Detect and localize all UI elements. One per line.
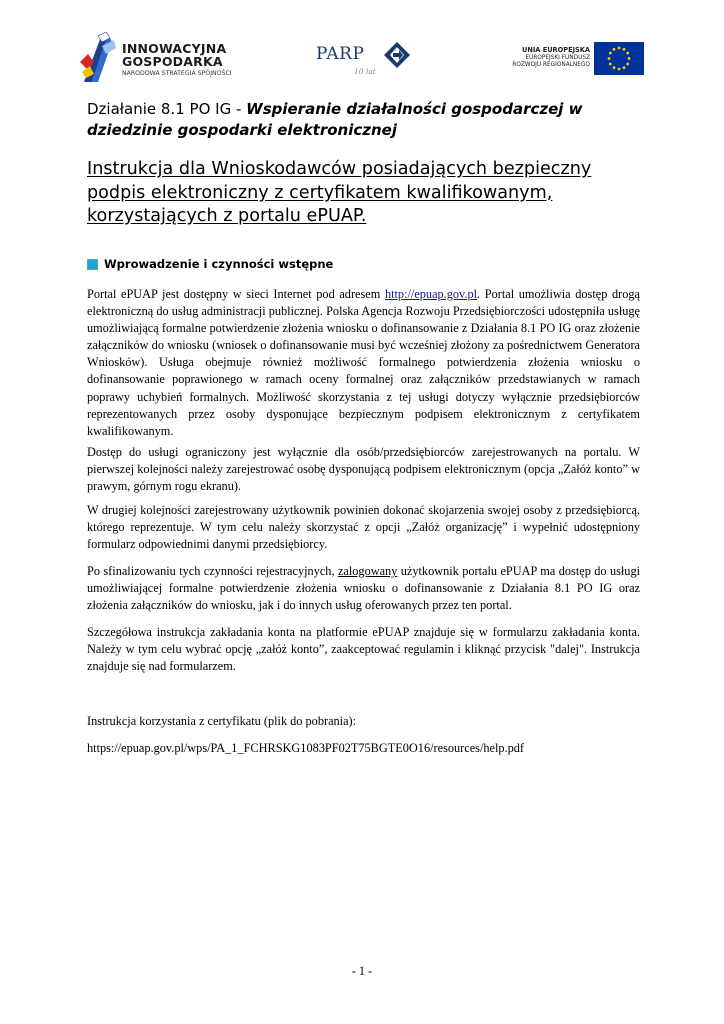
parp-logo-years: 10 lat [354,67,376,76]
logo-line-1: INNOWACYJNA [122,41,227,56]
help-pdf-url[interactable]: https://epuap.gov.pl/wps/PA_1_FCHRSKG1083PF02T75BGTE0O16/resources/help.pdf [87,741,525,755]
paragraph-finalization-text-2: użytkownik portalu ePUAP ma dostęp do usługi umożliwiającej formalne potwierdzenie złożenia wniosku o dofinansowanie z Działania 8.1 PO IG oraz złożenia załączników do wniosku, jak i do innych usług oferowanych przez ten portal. [87,564,641,613]
innovative-economy-logo [80,32,240,84]
parp-arrows-icon [384,42,410,68]
paragraph-intro [87,286,640,440]
paragraph-finalization [87,563,640,614]
eu-logo-line-3: ROZWOJU REGIONALNEGO [512,62,590,68]
parp-logo [314,38,414,80]
main-title: Instrukcja dla Wnioskodawców posiadających bezpieczny podpis elektroniczny z certyfikatem kwalifikowanym, korzystających z portalu ePUAP. [87,159,592,226]
action-title-emphasis: Wspieranie działalności gospodarczej w dziedzinie gospodarki elektronicznej [87,100,583,139]
eu-logo [506,42,646,76]
paragraph-finalization-text-1: Po sfinalizowaniu tych czynności rejestracyjnych, [87,564,338,578]
action-title [87,99,640,141]
eu-flag-icon [594,42,644,75]
epuap-link[interactable]: http://epuap.gov.pl [384,287,478,301]
logged-in-underlined: zalogowany [337,564,398,578]
paragraph-detailed-instruction: Szczegółowa instrukcja zakładania konta na platformie ePUAP znajduje się w formularzu zakładania konta. Należy w tym celu wybrać opcję „załóż konto”, zaakceptować regulamin i kliknąć przycisk "dalej". Instrukcja znajduje się nad formularzem. [87,625,640,674]
logo-line-2: GOSPODARKA [122,54,223,69]
parp-logo-name: PARP [316,44,365,64]
section-heading [87,257,640,271]
paragraph-access: Dostęp do usługi ograniczony jest wyłącznie dla osób/przedsiębiorców zarejestrowanych na portalu. W pierwszej kolejności należy zarejestrować osobę dysponującą podpisem elektronicznym (opcja „Załóż konto” w prawym, górnym rogu ekranu). [87,445,640,494]
paragraph-intro-text-2: . Portal umożliwia dostęp drogą elektroniczną do usług administracji publicznej. Polska Agencja Rozwoju Przedsiębiorczości udostępniła usługę umożliwiającą formalne potwierdzenie złożenia wniosku o dofinansowanie z Działania 8.1 PO IG oraz złożenie załączników do wniosku (wniosek o dofinansowanie musi być wcześniej złożony za pośrednictwem Generatora Wniosków). Usługa obejmuje również możliwość formalnego potwierdzenia złożenia wniosku o dofinansowanie poprawionego w ramach oceny formalnej oraz załączników przedstawianych w ramach poprawy uchybień formalnych. Możliwość skorzystania z tej usługi dotyczy wyłącznie przedsiębiorców reprezentowanych przez osoby dysponujące bezpiecznym podpisem elektronicznym z certyfikatem kwalifikowanym. [87,287,640,438]
logo-line-3: NARODOWA STRATEGIA SPÓJNOŚCI [122,70,232,77]
action-title-lead: Działanie 8.1 PO IG - [87,100,247,118]
paragraph-intro-text-1: Portal ePUAP jest dostępny w sieci Internet pod adresem [87,287,385,301]
innovative-economy-emblem-icon [80,32,120,84]
section-bullet-icon [87,259,98,270]
page-number: - 1 - [351,964,373,978]
certificate-instruction-label: Instrukcja korzystania z certyfikatu (plik do pobrania): [87,714,357,728]
eu-logo-line-2: EUROPEJSKI FUNDUSZ [525,55,590,61]
section-heading-text: Wprowadzenie i czynności wstępne [104,257,334,271]
paragraph-organization: W drugiej kolejności zarejestrowany użytkownik powinien dokonać skojarzenia swojej osoby z przedsiębiorcą, którego reprezentuje. W tym celu należy skorzystać z opcji „Załóż organizację” i wypełnić udostępniony formularz odpowiednimi danymi przedsiębiorcy. [87,503,640,552]
eu-logo-line-1: UNIA EUROPEJSKA [521,46,590,54]
